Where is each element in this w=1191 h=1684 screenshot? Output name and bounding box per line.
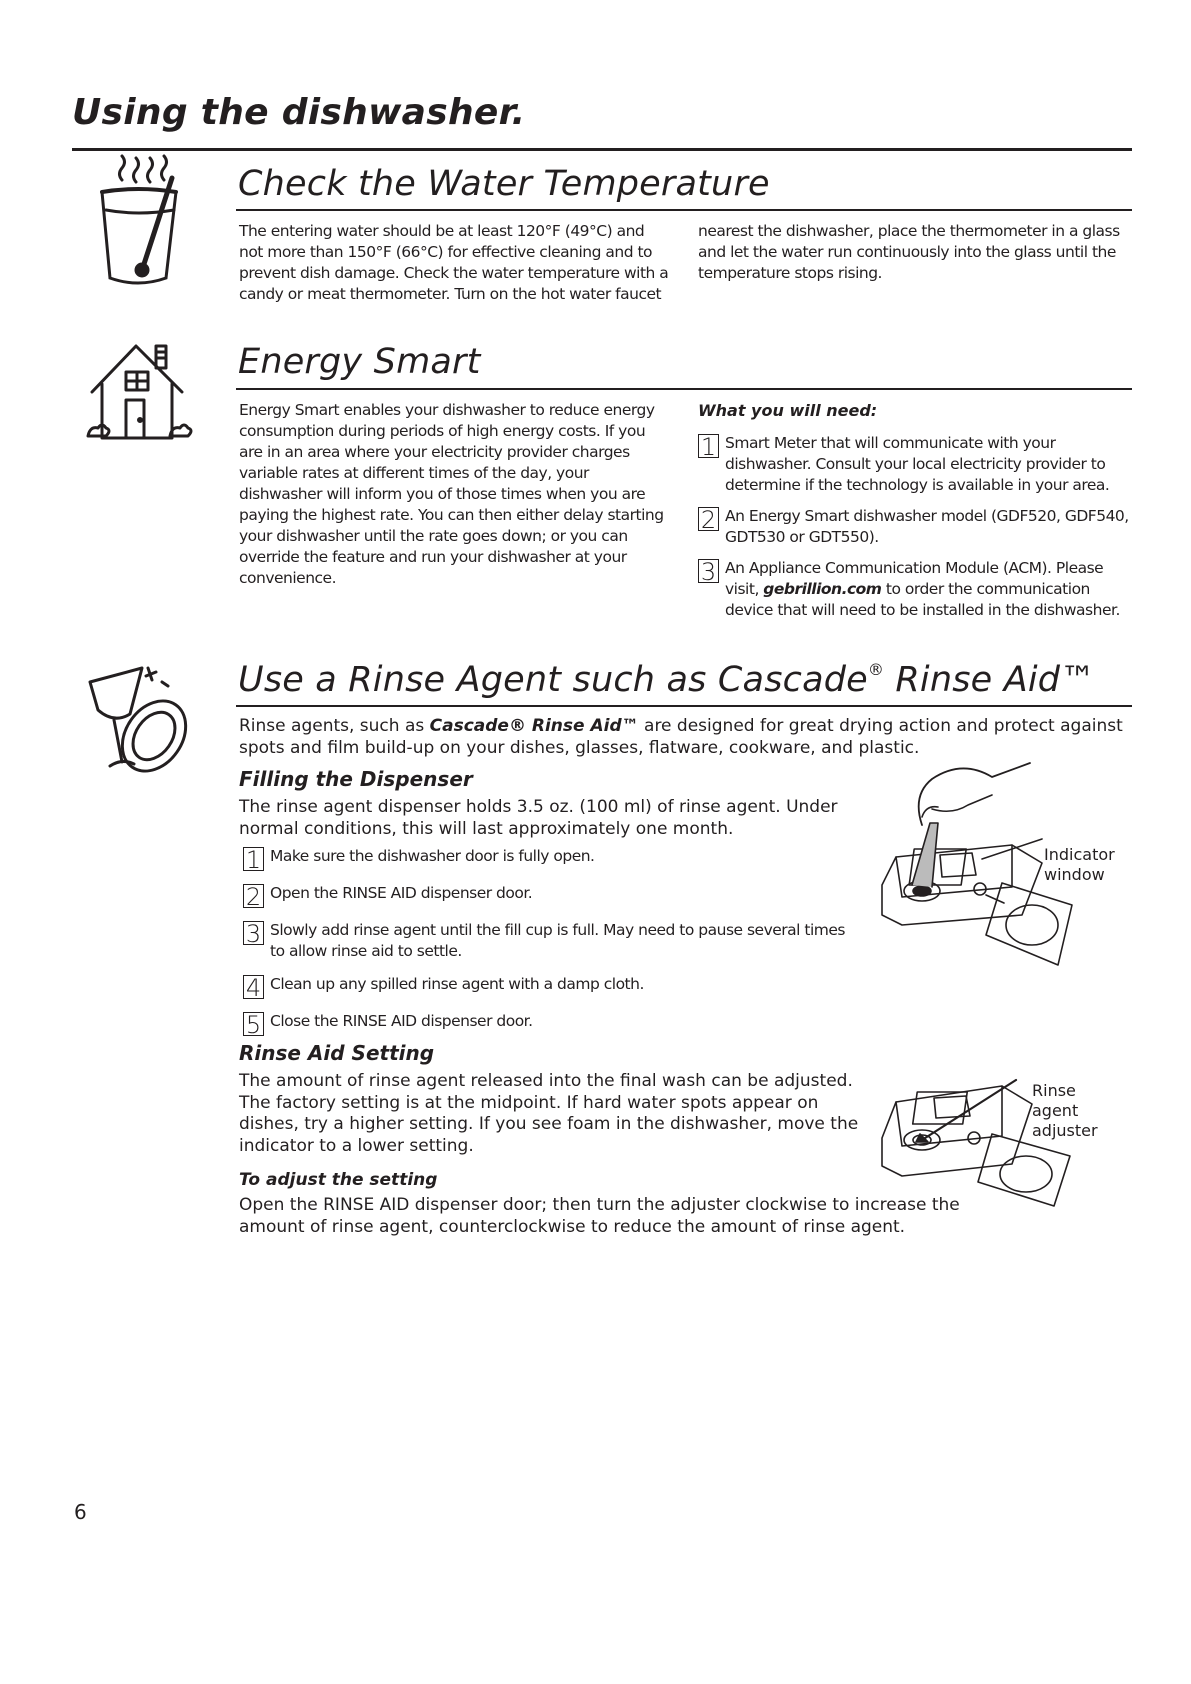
step-number: 4 bbox=[243, 975, 264, 999]
water-temp-col2: nearest the dishwasher, place the thermometer in a glass and let the water run continuously into the glass until the temperature stops rising. bbox=[698, 222, 1120, 282]
water-temp-heading: Check the Water Temperature bbox=[238, 164, 770, 204]
need-text: Smart Meter that will communicate with your dishwasher. Consult your local electricity provider to determine if the technology is available in your area. bbox=[725, 434, 1110, 494]
filling-step bbox=[243, 846, 863, 874]
filling-step bbox=[243, 920, 863, 962]
rinse-heading-main: Use a Rinse Agent such as Cascade bbox=[238, 660, 868, 700]
rinse-setting-heading: Rinse Aid Setting bbox=[239, 1041, 435, 1065]
adjust-setting-heading: To adjust the setting bbox=[239, 1170, 438, 1190]
filling-heading: Filling the Dispenser bbox=[239, 767, 473, 791]
need-text-after: to order the communication device that will need to be installed in the dishwasher. bbox=[725, 580, 1120, 619]
rinse-agent-adjuster-callout: Rinse agent adjuster bbox=[1032, 1081, 1098, 1140]
page-title: Using the dishwasher. bbox=[72, 92, 526, 133]
filling-step bbox=[243, 883, 863, 911]
step-number: 5 bbox=[243, 1012, 264, 1036]
gebrillion-link[interactable]: gebrillion.com bbox=[763, 580, 882, 598]
thermometer-glass-icon bbox=[98, 160, 188, 290]
rinse-intro-after: are designed for great drying action and protect against spots and film build-up on your dishes, glasses, flatware, cookware, and plastic. bbox=[239, 716, 1123, 758]
rinse-rule bbox=[236, 705, 1132, 707]
step-text: Clean up any spilled rinse agent with a damp cloth. bbox=[270, 975, 644, 993]
filling-step bbox=[243, 974, 863, 1002]
step-text: Close the RINSE AID dispenser door. bbox=[270, 1012, 533, 1030]
energy-smart-heading: Energy Smart bbox=[238, 342, 481, 382]
need-item bbox=[698, 558, 1134, 621]
filling-step bbox=[243, 1011, 863, 1039]
adjust-setting-body: Open the RINSE AID dispenser door; then turn the adjuster clockwise to increase the amount of rinse agent, counterclockwise to reduce the amount of rinse agent. bbox=[239, 1195, 960, 1237]
filling-steps bbox=[243, 846, 863, 1039]
what-you-need-heading: What you will need: bbox=[698, 401, 878, 420]
need-text: An Energy Smart dishwasher model (GDF520, GDF540, GDT530 or GDT550). bbox=[725, 507, 1129, 546]
water-temp-rule bbox=[236, 209, 1132, 211]
step-number: 1 bbox=[243, 847, 264, 871]
step-number: 1 bbox=[698, 434, 719, 458]
need-item bbox=[698, 506, 1134, 548]
rinse-heading bbox=[238, 660, 1095, 700]
energy-smart-body: Energy Smart enables your dishwasher to reduce energy consumption during periods of high energy costs. If you are in an area where your electricity provider charges variable rates at different times of the day, your dishwasher will inform you of those times when you are paying the highest rate. You can then either delay starting your dishwasher until the rate goes down; or you can override the feature and run your dishwasher at your convenience. bbox=[239, 401, 664, 587]
rinse-intro-before: Rinse agents, such as bbox=[239, 716, 430, 736]
water-temp-col1: The entering water should be at least 120°F (49°C) and not more than 150°F (66°C) for effective cleaning and to prevent dish damage. Check the water temperature with a candy or meat thermometer. Turn on the hot water faucet bbox=[239, 222, 669, 303]
indicator-window-callout: Indicator window bbox=[1044, 845, 1115, 884]
house-icon bbox=[86, 342, 196, 442]
energy-smart-rule bbox=[236, 388, 1132, 390]
page-number: 6 bbox=[74, 1500, 87, 1524]
sparkling-glass-plate-icon bbox=[84, 662, 194, 782]
need-text-before: An Appliance Communication Module (ACM). Please visit, bbox=[725, 559, 1104, 598]
rinse-heading-tail: Rinse Aid™ bbox=[884, 660, 1096, 700]
step-number: 3 bbox=[243, 921, 264, 945]
title-rule bbox=[72, 148, 1132, 151]
step-number: 2 bbox=[243, 884, 264, 908]
rinse-intro-brand: Cascade® Rinse Aid™ bbox=[429, 716, 639, 736]
energy-needs-list bbox=[698, 433, 1134, 621]
filling-body: The rinse agent dispenser holds 3.5 oz. (100 ml) of rinse agent. Under normal conditions, this will last approximately one month. bbox=[239, 797, 838, 839]
step-text: Make sure the dishwasher door is fully open. bbox=[270, 847, 595, 865]
rinse-setting-body: The amount of rinse agent released into the final wash can be adjusted. The factory setting is at the midpoint. If hard water spots appear on dishes, try a higher setting. If you see foam in the dishwasher, move the indicator to a lower setting. bbox=[239, 1071, 859, 1156]
step-text: Open the RINSE AID dispenser door. bbox=[270, 884, 533, 902]
need-item bbox=[698, 433, 1134, 496]
step-number: 2 bbox=[698, 507, 719, 531]
rinse-intro bbox=[239, 716, 1129, 759]
step-text: Slowly add rinse agent until the fill cup is full. May need to pause several times to allow rinse aid to settle. bbox=[270, 921, 845, 960]
registered-mark: ® bbox=[867, 660, 885, 679]
need-text bbox=[725, 558, 1134, 621]
step-number: 3 bbox=[698, 559, 719, 583]
